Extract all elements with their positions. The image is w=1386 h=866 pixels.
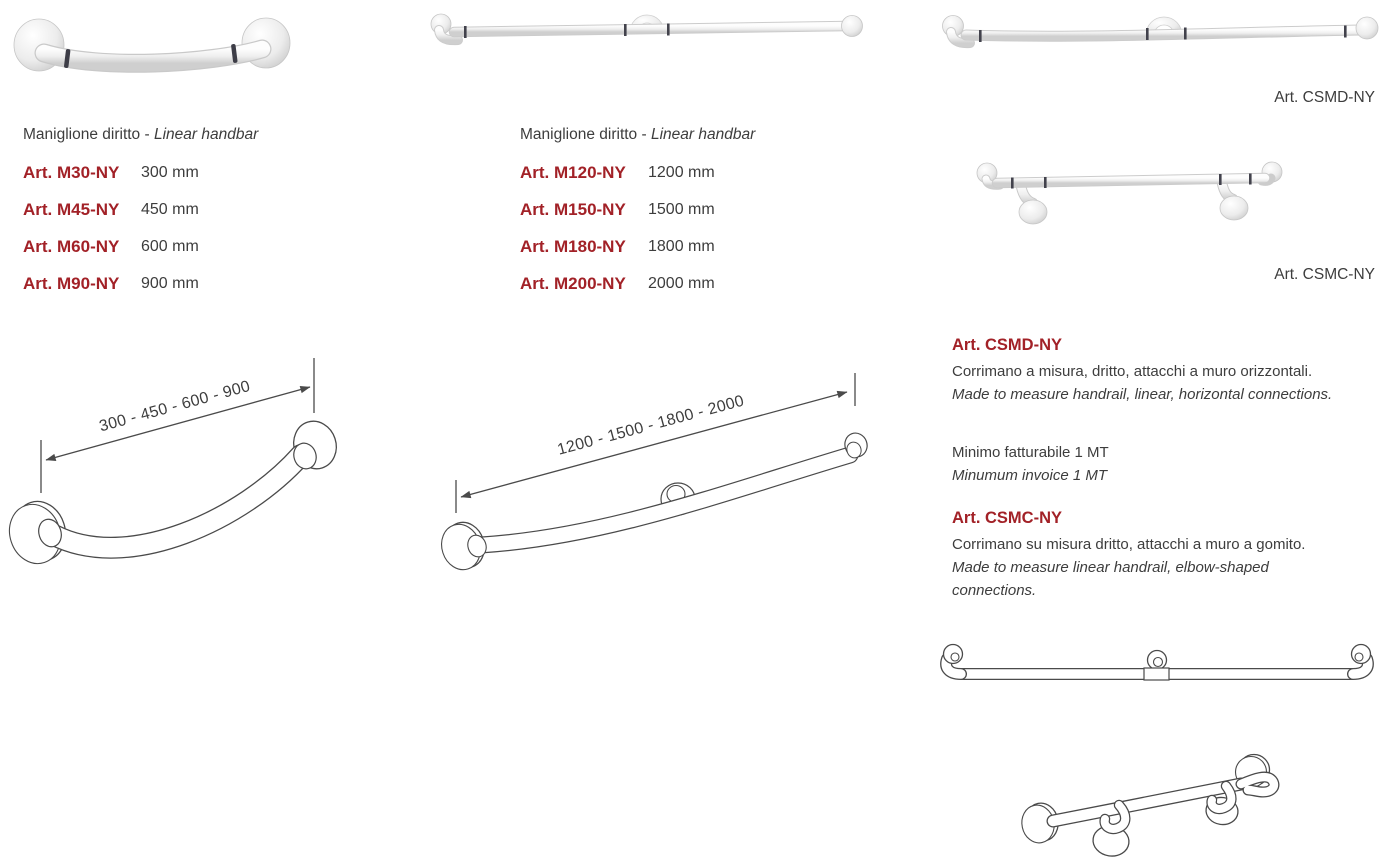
article-size: 1500 mm <box>648 201 715 219</box>
product-list-left <box>23 155 199 302</box>
article-code: Art. M90-NY <box>23 273 120 293</box>
article-code: Art. M150-NY <box>520 200 626 220</box>
right-text-block <box>952 336 1382 602</box>
joint-tick <box>1184 28 1187 40</box>
product-row <box>520 265 715 302</box>
elbow-flange-right <box>1220 196 1248 220</box>
section-heading-middle <box>520 126 755 144</box>
joint-tick <box>1011 178 1014 189</box>
article-code: Art. M200-NY <box>520 273 626 293</box>
joint-tick <box>1249 174 1252 185</box>
drawing-csmd-front <box>935 638 1380 698</box>
tube <box>997 178 1265 183</box>
heading-text: Maniglione diritto - <box>520 126 651 143</box>
product-row <box>23 155 199 192</box>
joint-tick <box>1219 174 1222 185</box>
article-size: 1800 mm <box>648 237 715 255</box>
photo-handbar-long <box>428 10 868 60</box>
csmc-title: Art. CSMC-NY <box>952 509 1062 527</box>
csmd-title: Art. CSMD-NY <box>952 336 1062 354</box>
csmd-description-english: Made to measure handrail, linear, horizontal connections. <box>952 386 1333 403</box>
article-size: 450 mm <box>141 201 199 219</box>
drawn-center-connector <box>1144 668 1169 680</box>
csmc-description-italian: Corrimano su misura dritto, attacchi a muro a gomito. <box>952 536 1306 553</box>
drawing-handbar-short <box>8 345 353 580</box>
joint-tick <box>464 26 467 38</box>
product-row <box>23 229 199 266</box>
drawn-end-disc-right-inner <box>1355 653 1363 661</box>
article-code: Art. M45-NY <box>23 200 120 220</box>
drawn-center-knob-inner <box>1154 658 1163 667</box>
product-list-middle <box>520 155 715 302</box>
joint-tick <box>1344 26 1347 38</box>
csmc-description-english-line2: connections. <box>952 582 1037 599</box>
heading-italic-text: Linear handbar <box>153 126 259 143</box>
joint-tick <box>1044 177 1047 188</box>
photo-label-csmd: Art. CSMD-NY <box>1274 89 1375 106</box>
section-heading-left <box>23 126 258 144</box>
dimension-label: 1200 - 1500 - 1800 - 2000 <box>555 392 747 459</box>
article-size: 900 mm <box>141 274 199 292</box>
article-size: 2000 mm <box>648 274 715 292</box>
product-row <box>520 155 715 192</box>
flange-right <box>842 16 863 37</box>
product-row <box>520 192 715 229</box>
drawing-csmc-isometric <box>1015 745 1315 866</box>
minimum-invoice-italian: Minimo fatturabile 1 MT <box>952 444 1109 461</box>
photo-handbar-short <box>10 8 295 93</box>
article-code: Art. M60-NY <box>23 236 120 256</box>
article-size: 1200 mm <box>648 164 715 182</box>
minimum-invoice-english: Minumum invoice 1 MT <box>952 467 1108 484</box>
product-row <box>520 229 715 266</box>
drawn-end-disc-left-inner <box>951 653 959 661</box>
product-row <box>23 192 199 229</box>
joint-tick <box>624 24 627 36</box>
drawing-handbar-long <box>426 357 878 572</box>
joint-tick <box>1146 28 1149 40</box>
elbow-flange-left <box>1019 200 1047 224</box>
tube <box>454 26 848 32</box>
photo-csmd-handrail <box>938 8 1383 66</box>
photo-label-csmc: Art. CSMC-NY <box>1274 266 1375 283</box>
article-size: 300 mm <box>141 164 199 182</box>
photo-csmc-handrail <box>975 155 1287 233</box>
dimension-label: 300 - 450 - 600 - 900 <box>97 377 253 436</box>
joint-tick <box>979 30 982 42</box>
csmd-description-italian: Corrimano a misura, dritto, attacchi a muro orizzontali. <box>952 363 1313 380</box>
joint-tick <box>667 24 670 36</box>
heading-italic-text: Linear handbar <box>650 126 756 143</box>
article-code: Art. M120-NY <box>520 163 626 183</box>
article-size: 600 mm <box>141 237 199 255</box>
article-code: Art. M180-NY <box>520 236 626 256</box>
heading-text: Maniglione diritto - <box>23 126 154 143</box>
csmc-description-english-line1: Made to measure linear handrail, elbow-shaped <box>952 559 1269 576</box>
flange-right <box>1356 17 1378 39</box>
product-row <box>23 265 199 302</box>
article-code: Art. M30-NY <box>23 163 120 183</box>
